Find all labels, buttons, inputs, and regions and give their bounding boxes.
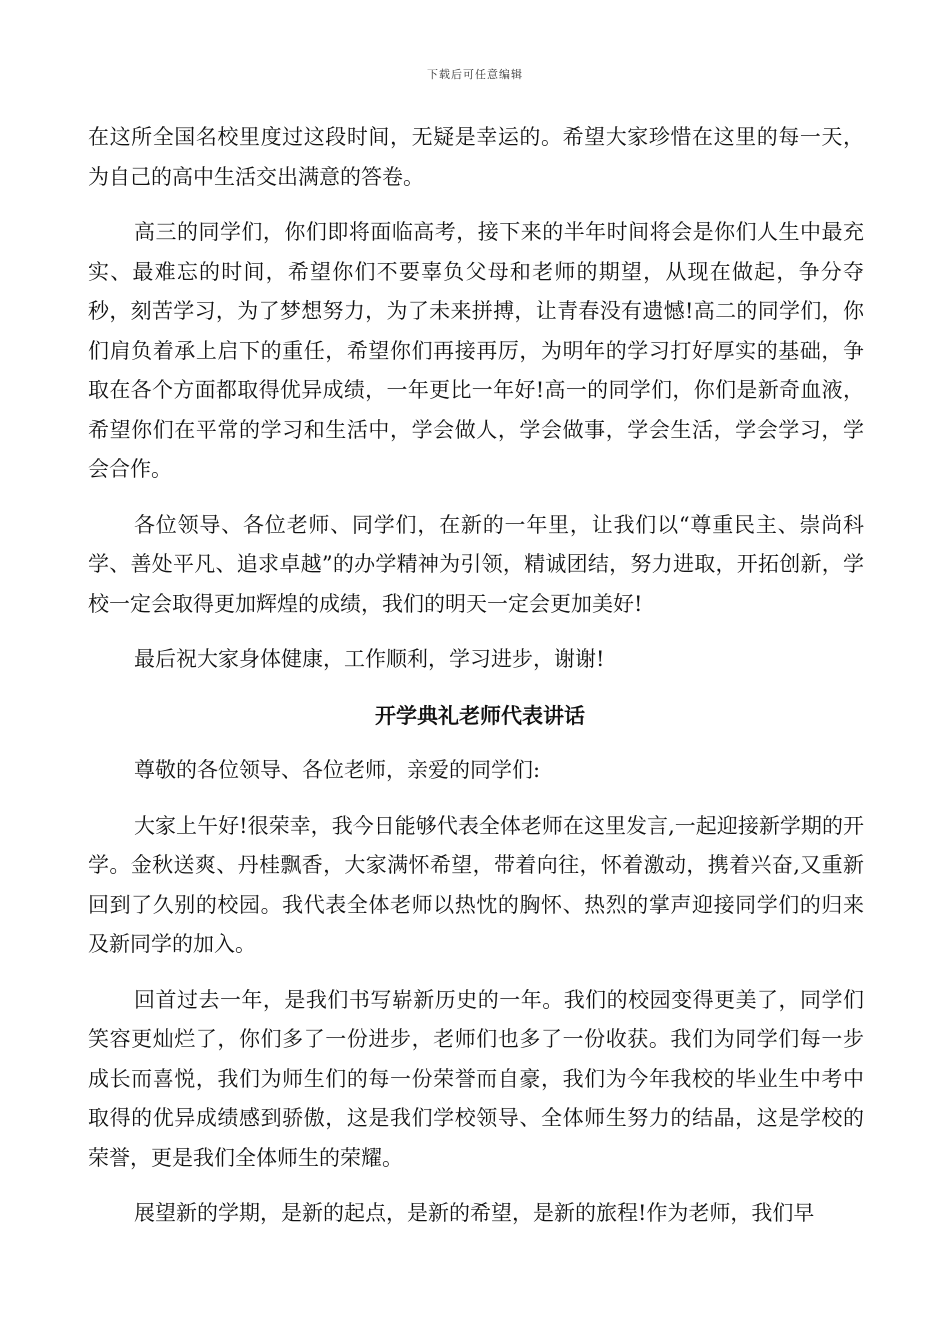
paragraph-1: 在这所全国名校里度过这段时间，无疑是幸运的。希望大家珍惜在这里的每一天，为自己的高中生活交出满意的答卷。 <box>88 125 864 189</box>
paragraph-4: 最后祝大家身体健康，工作顺利，学习进步，谢谢! <box>134 647 605 671</box>
paragraph-2: 高三的同学们，你们即将面临高考，接下来的半年时间将会是你们人生中最充实、最难忘的时间，希望你们不要辜负父母和老师的期望，从现在做起，争分夺秒，刻苦学习，为了梦想努力，为了未来拼搏，让青春没有遗憾!高二的同学们，你们肩负着承上启下的重任，希望你们再接再厉，为明年的学习打好厚实的基础，争取在各个方面都取得优异成绩，一年更比一年好!高一的同学们，你们是新奇血液，希望你们在平常的学习和生活中，学会做人，学会做事，学会生活，学会学习，学会合作。 <box>88 220 864 481</box>
paragraph-3: 各位领导、各位老师、同学们，在新的一年里，让我们以“尊重民主、崇尚科学、善处平凡、追求卓越”的办学精神为引领，精诚团结，努力进取，开拓创新，学校一定会取得更加辉煌的成绩，我们的明天一定会更加美好! <box>88 512 864 616</box>
paragraph-7: 回首过去一年，是我们书写崭新历史的一年。我们的校园变得更美了，同学们笑容更灿烂了，你们多了一份进步，老师们也多了一份收获。我们为同学们每一步成长而喜悦，我们为师生们的每一份荣誉而自豪，我们为今年我校的毕业生中考中取得的优异成绩感到骄傲，这是我们学校领导、全体师生努力的结晶，这是学校的荣誉，更是我们全体师生的荣耀。 <box>88 987 864 1170</box>
document-body <box>88 118 864 1250</box>
section-heading: 开学典礼老师代表讲话 <box>375 702 585 728</box>
header-note: 下载后可任意编辑 <box>427 68 523 81</box>
paragraph-6: 大家上午好!很荣幸，我今日能够代表全体老师在这里发言,一起迎接新学期的开学。金秋送爽、丹桂飘香，大家满怀希望，带着向往，怀着激动，携着兴奋,又重新回到了久别的校园。我代表全体老师以热忱的胸怀、热烈的掌声迎接同学们的归来及新同学的加入。 <box>88 813 864 956</box>
paragraph-salutation: 尊敬的各位领导、各位老师，亲爱的同学们: <box>134 758 541 782</box>
paragraph-8: 展望新的学期，是新的起点，是新的希望，是新的旅程!作为老师，我们早 <box>134 1201 815 1225</box>
